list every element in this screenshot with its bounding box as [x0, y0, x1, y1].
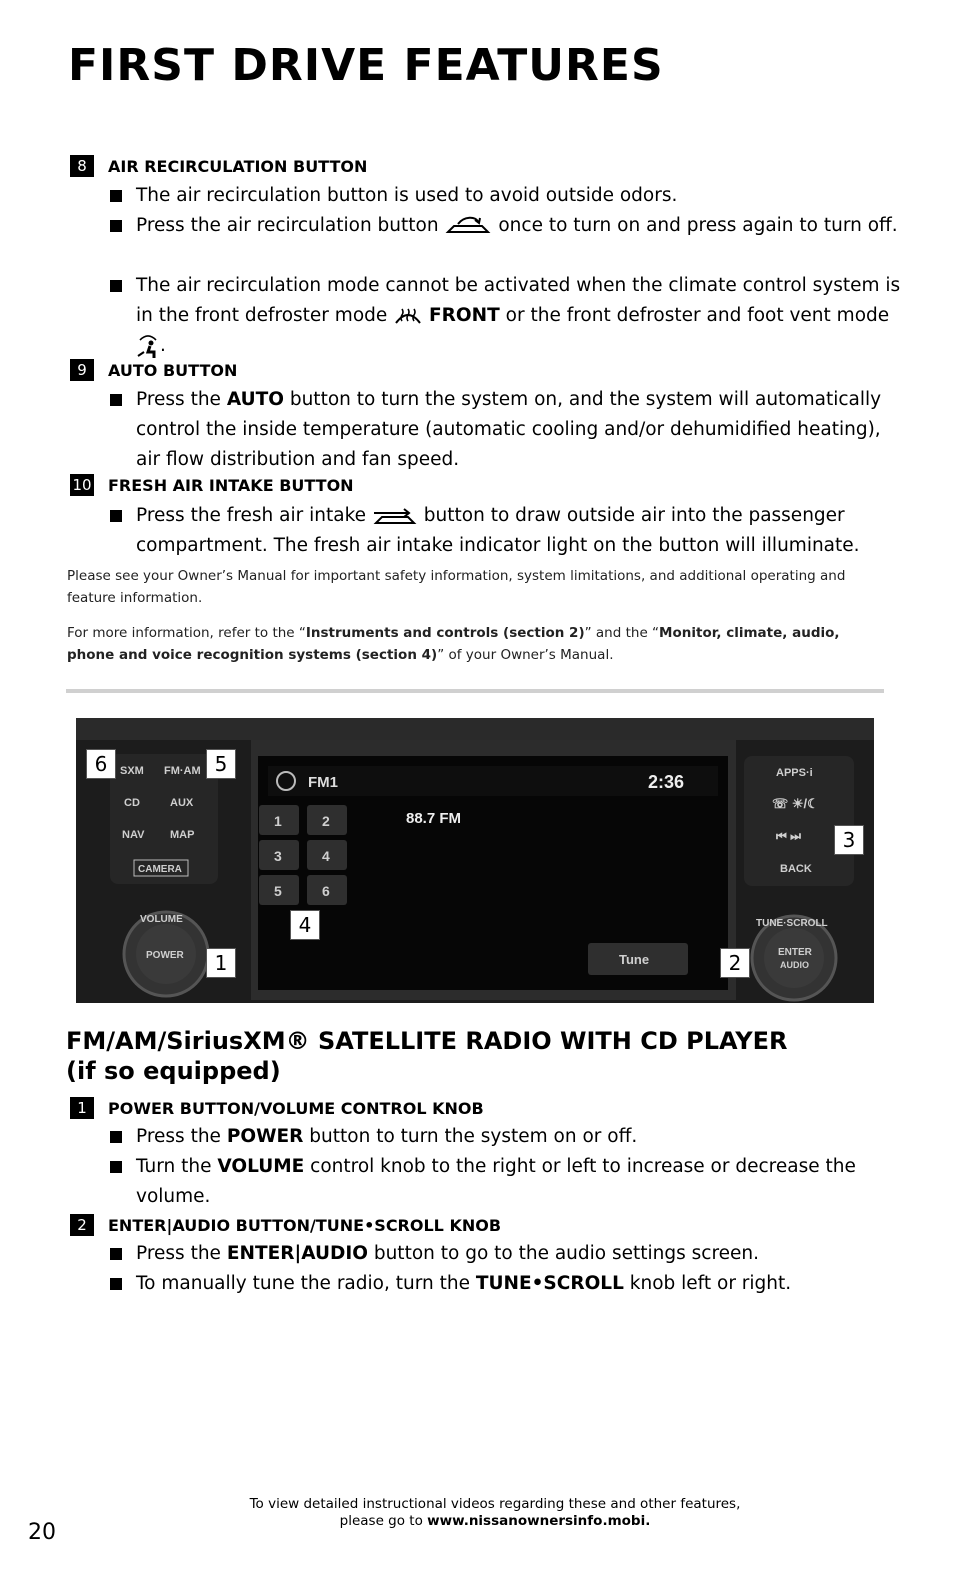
section-title: ENTER|AUDIO BUTTON/TUNE•SCROLL KNOB [108, 1215, 502, 1235]
front-defroster-icon [393, 303, 423, 329]
section-number: 8 [70, 155, 94, 177]
bullet-icon [110, 1278, 122, 1290]
apps-button: APPS·i [776, 767, 813, 779]
callout-2: 2 [720, 948, 750, 978]
preset-button: 5 [274, 883, 282, 899]
callout-6: 6 [86, 749, 116, 779]
air-recirculation-icon [444, 214, 492, 238]
section-number: 1 [70, 1097, 94, 1119]
bullet-item [110, 1269, 910, 1299]
bullet-icon [110, 1161, 122, 1173]
callout-3: 3 [834, 825, 864, 855]
bullet-icon [110, 1131, 122, 1143]
bullet-icon [110, 190, 122, 202]
aux-button: AUX [170, 797, 194, 809]
preset-button: 1 [274, 813, 282, 829]
bullet-item [110, 501, 910, 561]
website-link[interactable]: www.nissanownersinfo.mobi. [427, 1513, 651, 1529]
fresh-air-intake-icon [372, 505, 418, 527]
bullet-text: Press the air recirculation button once to turn on and press again to turn off. [136, 215, 898, 236]
section-number: 10 [70, 474, 94, 496]
power-button: POWER [146, 950, 184, 961]
phone-icon: ☏ ☀/☾ [772, 796, 819, 811]
section-1-heading [70, 1097, 484, 1119]
map-button: MAP [170, 829, 195, 841]
bullet-icon [110, 394, 122, 406]
bullet-text: To manually tune the radio, turn the TUNE•SCROLL knob left or right. [136, 1273, 792, 1294]
page-number: 20 [28, 1520, 56, 1545]
reference-note: For more information, refer to the “Instruments and controls (section 2)” and the “Monitor, climate, audio, phone and voice recognition systems (section 4)” of your Owner’s Manual. [67, 625, 840, 663]
back-button: BACK [780, 863, 812, 875]
enter-button: ENTER [778, 947, 812, 958]
volume-label: VOLUME [140, 914, 183, 925]
tune-button: Tune [619, 952, 650, 967]
clock: 2:36 [648, 772, 685, 792]
bullet-text: Press the POWER button to turn the system on or off. [136, 1126, 638, 1147]
bullet-item [110, 211, 910, 241]
radio-illustration [76, 718, 874, 1003]
preset-button: 4 [322, 848, 330, 864]
audio-label: AUDIO [780, 960, 809, 970]
bullet-text: Press the ENTER|AUDIO button to go to the audio settings screen. [136, 1243, 760, 1264]
bullet-text: The air recirculation button is used to avoid outside odors. [136, 185, 678, 206]
bullet-item [110, 1239, 910, 1269]
bullet-item [110, 271, 910, 361]
bullet-icon [110, 220, 122, 232]
bullet-item [110, 181, 910, 211]
preset-button: 2 [322, 813, 330, 829]
bullet-icon [110, 280, 122, 292]
bullet-text: Press the fresh air intake button to draw outside air into the passenger compartment. The fresh air intake indicator light on the button will illuminate. [136, 505, 860, 556]
page-title: FIRST DRIVE FEATURES [68, 40, 664, 91]
bullet-icon [110, 510, 122, 522]
section-title: AIR RECIRCULATION BUTTON [108, 156, 368, 176]
section-number: 9 [70, 359, 94, 381]
bullet-item [110, 1122, 910, 1152]
fm-am-button: FM·AM [164, 765, 201, 777]
station-frequency: 88.7 FM [406, 810, 462, 827]
section-9-heading [70, 359, 237, 381]
section-8-heading [70, 155, 367, 177]
bullet-text: The air recirculation mode cannot be activated when the climate control system is in the front defroster mode FRONT or the front defroster and foot vent mode . [136, 271, 910, 361]
footer-note: To view detailed instructional videos regarding these and other features, please go to www.nissanownersinfo.mobi. [249, 1496, 741, 1529]
camera-button: CAMERA [138, 864, 182, 875]
nav-button: NAV [122, 829, 145, 841]
cd-button: CD [124, 797, 140, 809]
safety-note: Please see your Owner’s Manual for important safety information, system limitations, and additional operating and feature information. [67, 568, 846, 606]
section-title: AUTO BUTTON [108, 360, 238, 380]
sxm-button: SXM [120, 765, 144, 777]
band-label: FM1 [308, 774, 338, 791]
section-title: POWER BUTTON/VOLUME CONTROL KNOB [108, 1098, 484, 1118]
bullet-item [110, 385, 910, 475]
preset-button: 3 [274, 848, 282, 864]
defroster-foot-vent-icon [136, 332, 160, 360]
preset-button: 6 [322, 883, 330, 899]
section-number: 2 [70, 1214, 94, 1236]
section-2-heading [70, 1214, 501, 1236]
divider [66, 689, 884, 693]
seek-icon: ⏮ ⏭ [776, 829, 801, 843]
callout-5: 5 [206, 749, 236, 779]
radio-unit-photo [76, 718, 874, 1003]
section-title: FRESH AIR INTAKE BUTTON [108, 475, 354, 495]
section-heading: FM/AM/SiriusXM® SATELLITE RADIO WITH CD PLAYER (if so equipped) [66, 1027, 788, 1085]
bullet-icon [110, 1248, 122, 1260]
bullet-item [110, 1152, 910, 1212]
callout-4: 4 [290, 910, 320, 940]
section-10-heading [70, 474, 354, 496]
callout-1: 1 [206, 948, 236, 978]
tune-scroll-label: TUNE·SCROLL [756, 918, 828, 929]
bullet-text: Press the AUTO button to turn the system on, and the system will automatically control the inside temperature (automatic cooling and/or dehumidified heating), air flow distribution and fan speed. [136, 389, 882, 470]
bullet-text: Turn the VOLUME control knob to the right or left to increase or decrease the volume. [136, 1156, 856, 1207]
